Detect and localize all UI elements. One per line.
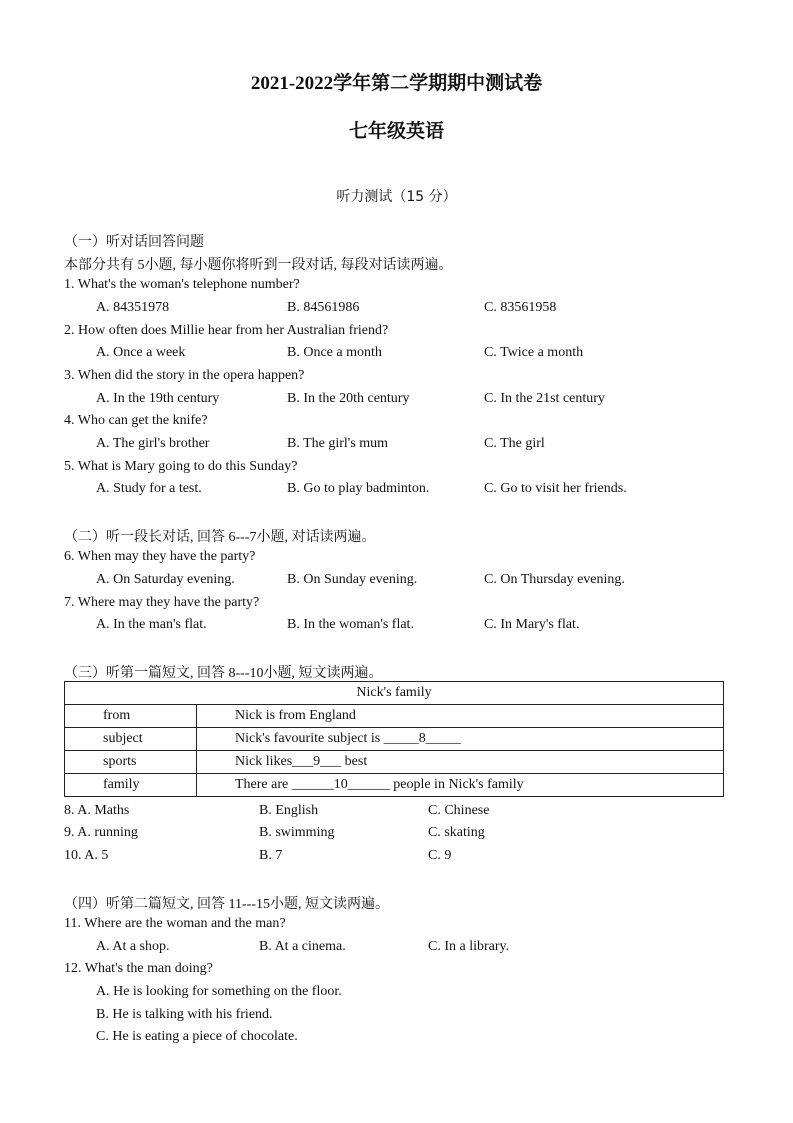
question-7-option-a: A. In the man's flat. bbox=[96, 617, 207, 632]
question-2-option-b: B. Once a month bbox=[287, 345, 382, 360]
question-7-option-b: B. In the woman's flat. bbox=[287, 617, 414, 632]
question-3-option-a: A. In the 19th century bbox=[96, 391, 220, 406]
question-2: 2. How often does Millie hear from her Australian friend? bbox=[64, 323, 389, 338]
question-1-option-b: B. 84561986 bbox=[287, 300, 360, 315]
question-6-option-a: A. On Saturday evening. bbox=[96, 572, 235, 587]
question-10-option-a: 10. A. 5 bbox=[64, 848, 109, 863]
question-1-option-a: A. 84351978 bbox=[96, 300, 170, 315]
question-4: 4. Who can get the knife? bbox=[64, 413, 208, 428]
part1-heading: （一）听对话回答问题 bbox=[64, 235, 204, 250]
part2-heading: （二）听一段长对话, 回答 6---7小题, 对话读两遍。 bbox=[64, 530, 376, 545]
exam-title: 2021-2022学年第二学期期中测试卷 bbox=[250, 73, 543, 94]
question-12-option-c: C. He is eating a piece of chocolate. bbox=[96, 1029, 298, 1044]
table-row-text: Nick's favourite subject is _____8_____ bbox=[197, 728, 724, 751]
table-row-label: from bbox=[65, 705, 197, 728]
question-1-option-c: C. 83561958 bbox=[484, 300, 557, 315]
question-5: 5. What is Mary going to do this Sunday? bbox=[64, 459, 298, 474]
question-7: 7. Where may they have the party? bbox=[64, 595, 260, 610]
question-4-option-a: A. The girl's brother bbox=[96, 436, 210, 451]
question-9-option-b: B. swimming bbox=[259, 825, 335, 840]
question-4-option-b: B. The girl's mum bbox=[287, 436, 389, 451]
table-header-row bbox=[65, 682, 724, 705]
question-10-option-b: B. 7 bbox=[259, 848, 283, 863]
question-7-option-c: C. In Mary's flat. bbox=[484, 617, 580, 632]
question-3-option-c: C. In the 21st century bbox=[484, 391, 605, 406]
question-8-option-c: C. Chinese bbox=[428, 803, 490, 818]
question-4-option-c: C. The girl bbox=[484, 436, 545, 451]
question-2-option-a: A. Once a week bbox=[96, 345, 186, 360]
part3-heading: （三）听第一篇短文, 回答 8---10小题, 短文读两遍。 bbox=[64, 666, 383, 681]
question-11-option-c: C. In a library. bbox=[428, 939, 510, 954]
question-5-option-c: C. Go to visit her friends. bbox=[484, 481, 627, 496]
table-row bbox=[65, 751, 724, 774]
question-1: 1. What's the woman's telephone number? bbox=[64, 277, 300, 292]
part1-instruction: 本部分共有 5小题, 每小题你将听到一段对话, 每段对话读两遍。 bbox=[64, 258, 453, 273]
table-row-text: There are ______10______ people in Nick's family bbox=[197, 774, 724, 797]
table-row bbox=[65, 705, 724, 728]
question-9-option-a: 9. A. running bbox=[64, 825, 138, 840]
table-row-label: sports bbox=[65, 751, 197, 774]
question-3-option-b: B. In the 20th century bbox=[287, 391, 410, 406]
table-row-text: Nick likes___9___ best bbox=[197, 751, 724, 774]
table-header: Nick's family bbox=[65, 682, 724, 705]
question-8-option-b: B. English bbox=[259, 803, 319, 818]
question-8-option-a: 8. A. Maths bbox=[64, 803, 130, 818]
listening-section-title: 听力测试（15 分） bbox=[336, 189, 457, 205]
question-9-option-c: C. skating bbox=[428, 825, 485, 840]
question-5-option-b: B. Go to play badminton. bbox=[287, 481, 430, 496]
question-2-option-c: C. Twice a month bbox=[484, 345, 584, 360]
question-10-option-c: C. 9 bbox=[428, 848, 452, 863]
question-6-option-c: C. On Thursday evening. bbox=[484, 572, 625, 587]
table-row-label: family bbox=[65, 774, 197, 797]
question-6: 6. When may they have the party? bbox=[64, 549, 256, 564]
question-3: 3. When did the story in the opera happen? bbox=[64, 368, 305, 383]
question-12-option-b: B. He is talking with his friend. bbox=[96, 1007, 273, 1022]
part4-heading: （四）听第二篇短文, 回答 11---15小题, 短文读两遍。 bbox=[64, 897, 389, 912]
table-row-text: Nick is from England bbox=[197, 705, 724, 728]
question-11: 11. Where are the woman and the man? bbox=[64, 916, 286, 931]
question-12: 12. What's the man doing? bbox=[64, 961, 213, 976]
table-row bbox=[65, 774, 724, 797]
question-11-option-a: A. At a shop. bbox=[96, 939, 170, 954]
table-row-label: subject bbox=[65, 728, 197, 751]
question-6-option-b: B. On Sunday evening. bbox=[287, 572, 418, 587]
nicks-family-table bbox=[64, 681, 724, 797]
question-12-option-a: A. He is looking for something on the floor. bbox=[96, 984, 342, 999]
question-11-option-b: B. At a cinema. bbox=[259, 939, 346, 954]
table-row bbox=[65, 728, 724, 751]
question-5-option-a: A. Study for a test. bbox=[96, 481, 202, 496]
exam-subtitle: 七年级英语 bbox=[348, 121, 444, 142]
